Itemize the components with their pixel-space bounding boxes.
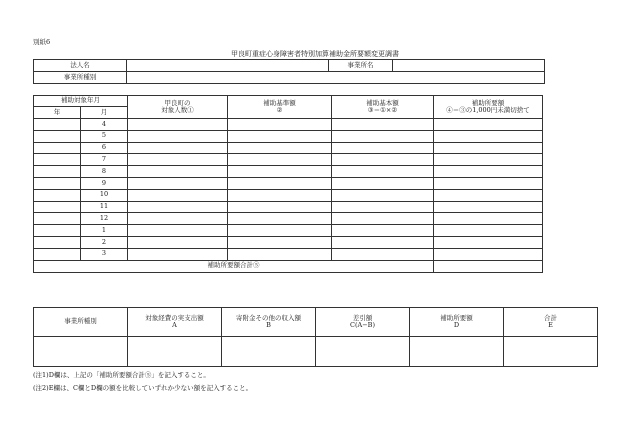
base-rate-cell[interactable] — [228, 201, 332, 213]
col-persons-header — [128, 96, 228, 119]
month-cell: 6 — [81, 142, 128, 154]
base-amount-cell[interactable] — [332, 236, 434, 248]
persons-cell[interactable] — [128, 236, 228, 248]
form-number: 別紙6 — [33, 38, 51, 46]
year-cell[interactable] — [34, 201, 81, 213]
summary-office-type-cell[interactable] — [34, 337, 128, 367]
col-base-amount-header — [332, 96, 434, 119]
year-cell[interactable] — [34, 225, 81, 237]
summary-header-a — [128, 308, 222, 337]
base-amount-cell[interactable] — [332, 119, 434, 131]
base-amount-cell[interactable] — [332, 142, 434, 154]
year-cell[interactable] — [34, 213, 81, 225]
base-rate-cell[interactable] — [228, 189, 332, 201]
persons-cell[interactable] — [128, 225, 228, 237]
required-cell[interactable] — [434, 119, 543, 131]
required-cell[interactable] — [434, 213, 543, 225]
col-required-line2: ④＝③の1,000円未満切捨て — [446, 106, 530, 114]
month-cell: 7 — [81, 154, 128, 166]
summary-header-b-bottom: B — [266, 321, 271, 329]
summary-header-e-bottom: E — [548, 321, 553, 329]
base-amount-cell[interactable] — [332, 166, 434, 178]
corp-name-field[interactable] — [127, 60, 329, 72]
base-rate-cell[interactable] — [228, 154, 332, 166]
required-cell[interactable] — [434, 142, 543, 154]
month-cell: 5 — [81, 130, 128, 142]
period-header: 補助対象年月 — [34, 96, 128, 107]
persons-cell[interactable] — [128, 166, 228, 178]
col-base-amount-line1: 補助基本額 — [366, 98, 399, 107]
base-amount-cell[interactable] — [332, 130, 434, 142]
month-cell: 2 — [81, 236, 128, 248]
base-rate-cell[interactable] — [228, 236, 332, 248]
persons-cell[interactable] — [128, 130, 228, 142]
month-cell: 10 — [81, 189, 128, 201]
base-amount-cell[interactable] — [332, 189, 434, 201]
year-cell[interactable] — [34, 142, 81, 154]
persons-cell[interactable] — [128, 119, 228, 131]
summary-header-e-top: 合計 — [544, 313, 557, 322]
required-cell[interactable] — [434, 201, 543, 213]
month-cell: 3 — [81, 248, 128, 260]
year-cell[interactable] — [34, 119, 81, 131]
required-cell[interactable] — [434, 177, 543, 189]
summary-header-d-bottom: D — [453, 321, 460, 329]
required-cell[interactable] — [434, 225, 543, 237]
month-cell: 4 — [81, 119, 128, 131]
col-required-header — [434, 96, 543, 119]
office-name-field[interactable] — [393, 60, 545, 72]
summary-header-office-type — [34, 308, 128, 337]
summary-c-cell[interactable] — [316, 337, 410, 367]
col-persons-line2: 対象人数① — [161, 106, 194, 114]
col-base-rate-line1: 補助基準額 — [263, 98, 296, 107]
month-cell: 1 — [81, 225, 128, 237]
base-amount-cell[interactable] — [332, 154, 434, 166]
total-label: 補助所要額合計⑤ — [34, 260, 434, 272]
corp-name-label: 法人名 — [34, 60, 127, 72]
persons-cell[interactable] — [128, 142, 228, 154]
col-required-line1: 補助所要額 — [471, 98, 505, 107]
base-rate-cell[interactable] — [228, 177, 332, 189]
month-cell: 8 — [81, 166, 128, 178]
summary-header-d-top: 補助所要額 — [440, 313, 473, 322]
base-amount-cell[interactable] — [332, 177, 434, 189]
summary-header-d — [410, 308, 504, 337]
year-cell[interactable] — [34, 130, 81, 142]
monthly-table — [33, 95, 543, 273]
base-rate-cell[interactable] — [228, 213, 332, 225]
page-title: 甲良町重症心身障害者特別加算補助金所要額変更調書 — [231, 50, 399, 58]
total-cell[interactable] — [434, 260, 543, 272]
year-cell[interactable] — [34, 177, 81, 189]
office-type-label: 事業所種別 — [34, 72, 127, 84]
persons-cell[interactable] — [128, 189, 228, 201]
base-rate-cell[interactable] — [228, 166, 332, 178]
required-cell[interactable] — [434, 248, 543, 260]
month-cell: 9 — [81, 177, 128, 189]
col-base-amount-line2: ③＝①×② — [367, 106, 398, 114]
required-cell[interactable] — [434, 236, 543, 248]
required-cell[interactable] — [434, 166, 543, 178]
required-cell[interactable] — [434, 154, 543, 166]
base-amount-cell[interactable] — [332, 201, 434, 213]
year-cell[interactable] — [34, 166, 81, 178]
required-cell[interactable] — [434, 130, 543, 142]
base-amount-cell[interactable] — [332, 213, 434, 225]
month-label: 月 — [81, 107, 128, 119]
persons-cell[interactable] — [128, 154, 228, 166]
summary-header-c — [316, 308, 410, 337]
summary-header-b-top: 寄附金その他の収入額 — [236, 313, 301, 322]
base-rate-cell[interactable] — [228, 248, 332, 260]
base-rate-cell[interactable] — [228, 119, 332, 131]
summary-a-cell[interactable] — [128, 337, 222, 367]
summary-d-cell[interactable] — [410, 337, 504, 367]
year-cell[interactable] — [34, 154, 81, 166]
summary-header-b — [222, 308, 316, 337]
col-base-rate-line2: ② — [276, 106, 283, 114]
base-rate-cell[interactable] — [228, 142, 332, 154]
summary-header-e — [504, 308, 598, 337]
base-amount-cell[interactable] — [332, 225, 434, 237]
base-rate-cell[interactable] — [228, 225, 332, 237]
year-label: 年 — [34, 107, 81, 119]
office-type-field[interactable] — [127, 72, 545, 84]
summary-header-a-top: 対象経費の実支出額 — [145, 313, 204, 322]
required-cell[interactable] — [434, 189, 543, 201]
persons-cell[interactable] — [128, 213, 228, 225]
office-name-label: 事業所名 — [329, 60, 393, 72]
note-1: (注1)D欄は、上記の「補助所要額合計⑤」を記入すること。 — [33, 371, 210, 379]
summary-header-c-bottom: C(A−B) — [350, 321, 375, 329]
persons-cell[interactable] — [128, 248, 228, 260]
month-cell: 11 — [81, 201, 128, 213]
summary-table — [33, 307, 598, 367]
summary-header-c-top: 差引額 — [352, 313, 373, 322]
summary-header-office-type-top: 事業所種別 — [64, 317, 97, 326]
month-cell: 12 — [81, 213, 128, 225]
header-table — [33, 59, 545, 84]
year-cell[interactable] — [34, 248, 81, 260]
summary-header-a-bottom: A — [172, 321, 177, 329]
summary-e-cell[interactable] — [504, 337, 598, 367]
year-cell[interactable] — [34, 189, 81, 201]
summary-b-cell[interactable] — [222, 337, 316, 367]
col-base-rate-header — [228, 96, 332, 119]
note-2: (注2)E欄は、C欄とD欄の額を比較していずれか少ない額を記入すること。 — [33, 384, 253, 392]
persons-cell[interactable] — [128, 201, 228, 213]
col-persons-line1: 甲良町の — [164, 98, 191, 107]
year-cell[interactable] — [34, 236, 81, 248]
base-amount-cell[interactable] — [332, 248, 434, 260]
persons-cell[interactable] — [128, 177, 228, 189]
base-rate-cell[interactable] — [228, 130, 332, 142]
